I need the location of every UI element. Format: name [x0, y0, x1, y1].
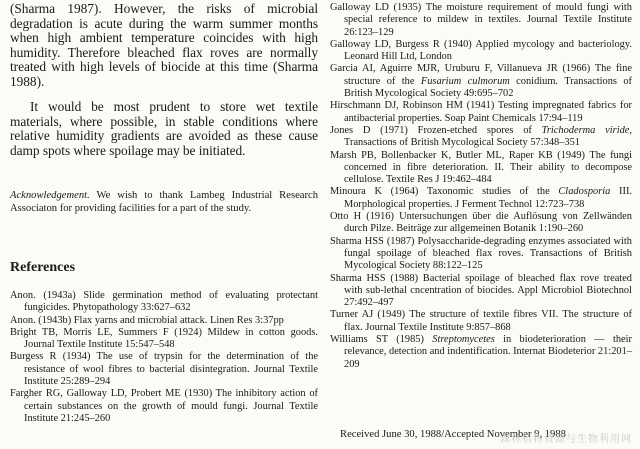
reference-text: , Transactions of British Mycological Society 57:348–351	[344, 124, 632, 149]
reference-item	[330, 125, 632, 150]
reference-text: Minoura K (1964) Taxonomic studies of the	[330, 186, 559, 198]
received-accepted-line: Received June 30, 1988/Accepted November 9, 1988	[340, 429, 566, 440]
reference-item: Sharma HSS (1987) Polysaccharide-degrading enzymes associated with fungal spoilage of bleached flax roves. Transactions of British Mycological Society 88:122–125	[330, 235, 632, 272]
reference-item: Anon. (1943b) Flax yarns and microbial attack. Linen Res 3:37pp	[10, 314, 284, 326]
references-list-right	[330, 2, 632, 371]
watermark: 森林植物资源与生物利用网	[500, 434, 632, 445]
body-paragraph-1: (Sharma 1987). However, the risks of microbial degradation is acute during the warm summer months when high ambient temperature coincides with high humidity. Therefore bleached flax roves are normally treated with high levels of biocide at this time (Sharma 1988).	[10, 1, 318, 89]
reference-species-name: Trichoderma viride	[541, 124, 630, 136]
reference-item: Fargher RG, Galloway LD, Probert ME (1930) The inhibitory action of certain substances on the growth of mould fungi. Journal Textile Institute 21:245–260	[10, 388, 318, 424]
reference-item	[330, 63, 632, 100]
reference-species-name: Cladosporia	[558, 186, 611, 198]
reference-item: Hirschmann DJ, Robinson HM (1941) Testing impregnated fabrics for antibacterial properties. Soap Paint Chemicals 17:94–119	[330, 100, 632, 124]
acknowledgement-label: Acknowledgement.	[10, 190, 90, 201]
reference-item: Otto H (1916) Untersuchungen über die Auflösung von Zellwänden durch Pilze. Beiträge zur allgemeinen Botanik 1:190–260	[330, 211, 632, 235]
reference-text: Jones D (1971) Frozen-etched spores of	[330, 124, 542, 136]
acknowledgement-text: We wish to thank Lambeg Industrial Research Associaton for providing facilities for a part of the study.	[10, 190, 318, 214]
reference-species-name: Streptomycetes	[432, 334, 495, 346]
reference-item: Turner AJ (1949) The structure of textile fibres VII. The structure of flax. Journal Textile Institute 9:857–868	[330, 309, 632, 333]
reference-text: in biodeterioration — their relevance, detection and indentification. Internat Biodeterior 21:201–209	[344, 334, 632, 370]
reference-text: Williams ST (1985)	[330, 334, 433, 346]
acknowledgement	[10, 189, 318, 215]
reference-text: conidium. Transactions of British Mycological Society 49:695–702	[344, 75, 632, 100]
reference-item	[330, 334, 632, 371]
reference-item: Burgess R (1934) The use of trypsin for the determination of the resistance of wool fibres to bacterial disintegration. Journal Textile Institute 25:289–294	[10, 351, 318, 388]
reference-species-name: Fusarium culmorum	[420, 75, 510, 87]
reference-item: Anon. (1943a) Slide germination method of evaluating protectant fungicides. Phytopathology 33:627–632	[10, 290, 318, 314]
body-paragraph-2: It would be most prudent to store wet textile materials, where possible, in stable conditions where relative humidity gradients are avoided as these cause damp spots where spoilage may be initiated.	[10, 99, 318, 158]
reference-item: Sharma HSS (1988) Bacterial spoilage of bleached flax rove treated with sub-lethal cncentration of biocides. Appl Microbiol Biotechnol 27:492–497	[330, 272, 632, 309]
references-list-left	[10, 290, 318, 425]
reference-item: Bright TB, Morris LE, Summers F (1924) Mildew in cotton goods. Journal Textile Institute 15:547–548	[10, 326, 318, 351]
reference-text: Garcia AI, Aguirre MJR, Uruburu F, Villanueva JR (1966) The fine structure of the	[330, 63, 632, 87]
reference-item: Galloway LD (1935) The moisture requirement of mould fungi with special reference to mildew in textiles. Journal Textile Institute 26:123–129	[330, 2, 632, 38]
reference-item	[330, 186, 632, 211]
reference-item: Marsh PB, Bollenbacker K, Butler ML, Raper KB (1949) The fungi concerned in fibre deterioration. II. Their ability to decompose cellulose. Textile Res J 19:462–484	[330, 149, 632, 186]
reference-text: III. Morphological properties. J Ferment Technol 12:723–738	[344, 186, 633, 210]
references-heading: References	[10, 260, 76, 275]
reference-item: Galloway LD, Burgess R (1940) Applied mycology and bacteriology. Leonard Hill Ltd, London	[330, 38, 632, 63]
